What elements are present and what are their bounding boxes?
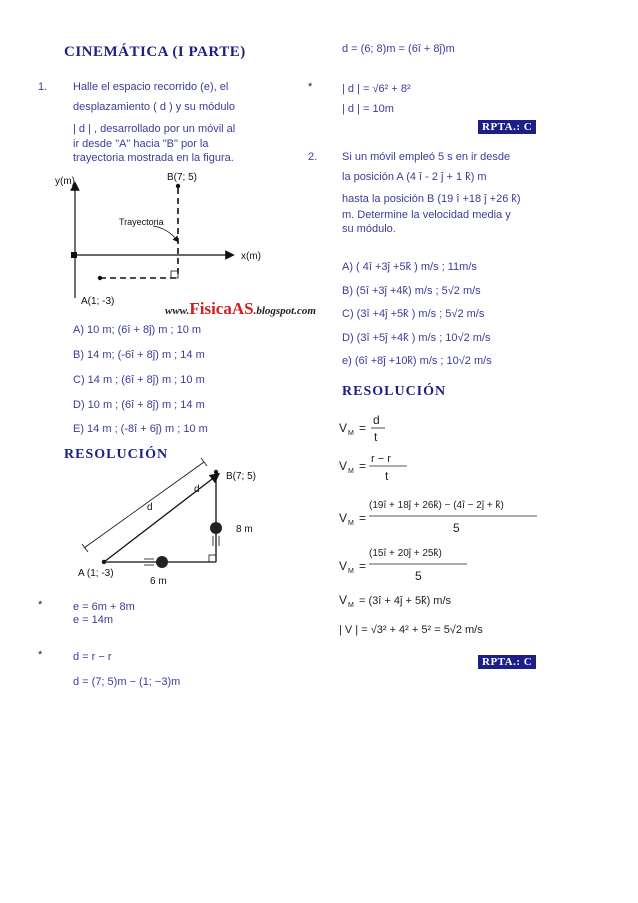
eq3-denominator: 5 — [453, 521, 460, 535]
eq5: = (3î + 4ĵ + 5k̂) m/s — [359, 595, 452, 607]
bullet: * — [38, 599, 43, 611]
equals-sign: = — [359, 511, 367, 525]
displacement-eq-1-text: d = r − r — [73, 651, 112, 663]
answer-badge-2: RPTA.: C — [478, 655, 536, 669]
problem-2-number: 2. — [308, 151, 318, 163]
problem-1-line: desplazamiento ( d ) y su módulo — [73, 101, 236, 113]
trajectory-label: Trayectoria — [119, 217, 164, 227]
problem-1-line: ir desde "A" hacia "B" por la — [73, 138, 209, 150]
resolution-1-title: RESOLUCIÓN — [64, 447, 169, 462]
resolution-2-title: RESOLUCIÓN — [342, 384, 447, 399]
eq1-denominator: t — [374, 430, 378, 444]
equals-sign: = — [359, 559, 367, 573]
point-a — [98, 276, 102, 280]
option-d: D) (3î +5ĵ +4k̂ ) m/s ; 10√2 m/s — [342, 332, 491, 344]
watermark-suffix: .blogspot.com — [253, 305, 316, 317]
bullet: * — [38, 649, 43, 661]
displacement-eq-1 — [73, 650, 112, 665]
eq4-denominator: 5 — [415, 569, 422, 583]
option-e: E) 14 m ; (-8î + 6ĵ) m ; 10 m — [73, 423, 208, 435]
option-e: e) (6î +8ĵ +10k̂) m/s ; 10√2 m/s — [342, 355, 492, 367]
trajectory-figure — [55, 168, 295, 313]
watermark-brand: FisicaAS — [189, 299, 254, 318]
watermark — [165, 299, 316, 319]
eq3-numerator: (19î + 18ĵ + 26k̂) − (4î − 2ĵ + k̂) — [369, 500, 504, 511]
x-axis-label: x(m) — [241, 251, 261, 262]
option-c: C) 14 m ; (6î + 8ĵ) m ; 10 m — [73, 374, 205, 386]
point-b — [176, 184, 180, 188]
velocity-subscript: M — [348, 430, 354, 437]
y-axis-label: y(m) — [55, 176, 75, 187]
modulus-eq-2: | d | = 10m — [342, 103, 394, 115]
answer-badge-1: RPTA.: C — [478, 120, 536, 134]
velocity-subscript: M — [348, 468, 354, 475]
equals-sign: = — [359, 421, 367, 435]
problem-2-line: m. Determine la velocidad media y — [342, 209, 511, 221]
bullet: * — [308, 81, 313, 93]
origin-marker — [71, 252, 77, 258]
option-c: C) (3î +4ĵ +5k̂ ) m/s ; 5√2 m/s — [342, 308, 485, 320]
dimension-line — [84, 462, 204, 548]
page-title: CINEMÁTICA (I PARTE) — [64, 44, 246, 60]
modulus-eq-1: | d | = √6² + 8² — [342, 83, 411, 95]
height-label: 8 m — [236, 524, 253, 535]
problem-1-line: trayectoria mostrada en la figura. — [73, 152, 234, 164]
velocity-subscript: M — [348, 520, 354, 527]
moving-ball-vertical — [210, 522, 222, 534]
problem-1-line: | d | , desarrollado por un móvil al — [73, 123, 236, 135]
problem-1-line: Halle el espacio recorrido (e), el — [73, 81, 229, 93]
option-a: A) ( 4î +3ĵ +5k̂ ) m/s ; 11m/s — [342, 261, 477, 273]
eq1-numerator: d — [373, 413, 380, 427]
velocity-symbol: V — [339, 459, 348, 473]
width-label: 6 m — [150, 576, 167, 587]
velocity-equations — [335, 400, 545, 650]
eq2-denominator: t — [385, 469, 389, 483]
eq2-numerator: r − r — [371, 453, 391, 465]
right-angle-marker — [171, 271, 178, 278]
velocity-symbol: V — [339, 559, 348, 573]
eq6: | V | = √3² + 4² + 5² = 5√2 m/s — [339, 624, 483, 636]
problem-2-line: la posición A (4 î - 2 ĵ + 1 k̂) m — [342, 171, 487, 183]
point-a-label: A (1; -3) — [78, 568, 114, 579]
displacement-figure — [70, 458, 285, 588]
moving-ball-horizontal — [156, 556, 168, 568]
velocity-symbol: V — [339, 421, 348, 435]
dimension-tick — [82, 544, 88, 552]
velocity-subscript: M — [348, 602, 354, 609]
distance-eq-1: e = 6m + 8m — [73, 601, 135, 613]
eq4-numerator: (15î + 20ĵ + 25k̂) — [369, 548, 442, 559]
trajectory-pointer — [153, 226, 177, 240]
option-d: D) 10 m ; (6î + 8ĵ) m ; 14 m — [73, 399, 205, 411]
point-a — [102, 560, 106, 564]
right-angle-marker — [209, 555, 216, 562]
dimension-tick — [201, 458, 207, 466]
option-b: B) 14 m; (-6î + 8ĵ) m ; 14 m — [73, 349, 205, 361]
watermark-prefix: www. — [165, 305, 190, 317]
distance-eq-2: e = 14m — [73, 614, 114, 626]
d-label-outer: d — [147, 502, 153, 513]
velocity-subscript: M — [348, 568, 354, 575]
velocity-symbol: V — [339, 593, 348, 607]
point-b — [214, 470, 218, 474]
point-a-label: A(1; -3) — [81, 296, 115, 307]
option-b: B) (5î +3ĵ +4k̂) m/s ; 5√2 m/s — [342, 285, 481, 297]
displacement-eq-2: d = (7; 5)m − (1; −3)m — [73, 676, 181, 688]
problem-2-line: Si un móvil empleó 5 s en ir desde — [342, 151, 511, 163]
displacement-result: d = (6; 8)m = (6î + 8ĵ)m — [342, 43, 455, 55]
equals-sign: = — [359, 459, 367, 473]
point-b-label: B(7; 5) — [167, 172, 198, 183]
problem-1-number: 1. — [38, 81, 48, 93]
problem-2-line: hasta la posición B (19 î +18 ĵ +26 k̂) — [342, 193, 521, 205]
option-a: A) 10 m; (6î + 8ĵ) m ; 10 m — [73, 324, 202, 336]
problem-2-line: su módulo. — [342, 223, 396, 235]
velocity-symbol: V — [339, 511, 348, 525]
point-b-label: B(7; 5) — [226, 471, 257, 482]
d-label-inner: d — [194, 484, 200, 495]
